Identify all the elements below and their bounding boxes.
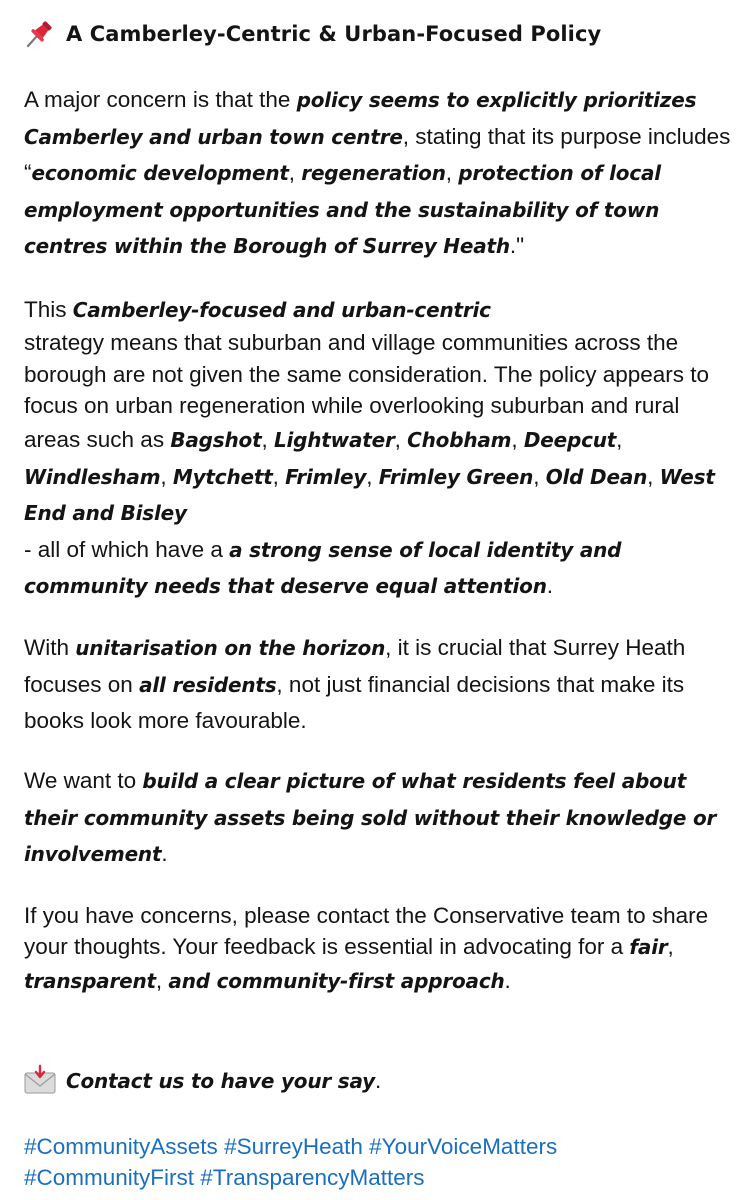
place-name: Frimley	[285, 464, 367, 489]
place-name: Mytchett	[172, 464, 273, 489]
place-name: Deepcut	[523, 428, 617, 453]
contact-text: .	[375, 1068, 382, 1093]
place-name: Windlesham	[24, 464, 161, 489]
hashtag-link[interactable]: #CommunityFirst	[24, 1165, 195, 1190]
p5-emphasis-2: transparent	[24, 969, 156, 993]
p5-text-3: ,	[155, 968, 169, 993]
pushpin-icon	[24, 19, 54, 49]
p1-text-5: ."	[509, 233, 525, 258]
p5-text-1: If you have concerns, please contact the Conservative team to share your thoughts. Your feedback is essential in advocating for a	[24, 903, 709, 959]
place-separator: ,	[366, 463, 379, 489]
p1-emphasis-4: protection of local employment opportunities and the sustainability of town centres within the Borough of Surrey Heath	[24, 161, 661, 258]
p3-emphasis-1: unitarisation on the horizon	[75, 636, 386, 660]
hashtag-link[interactable]: #SurreyHeath	[224, 1134, 363, 1159]
p2-text-4: .	[546, 573, 554, 599]
p1-text-1: A major concern is that the	[24, 87, 297, 112]
p3-text-1: With	[24, 635, 76, 660]
place-separator: ,	[394, 427, 408, 453]
p5-emphasis-1: fair	[629, 935, 668, 959]
p3-emphasis-2: all residents	[139, 672, 277, 697]
place-separator: ,	[533, 463, 546, 489]
p2-emphasis-1: Camberley-focused and urban-centric	[72, 298, 491, 322]
place-separator: ,	[616, 427, 623, 453]
p2-text-1: This	[24, 297, 73, 322]
p1-text-3: ,	[288, 160, 302, 185]
p4-emphasis-1: build a clear picture of what residents feel about their community assets being sold without their knowledge or involvement	[24, 769, 717, 866]
place-name: Bagshot	[170, 428, 262, 453]
paragraph-unitarisation	[24, 630, 736, 740]
heading-text: A Camberley-Centric & Urban-Focused Policy	[66, 22, 602, 46]
p1-text-2: , stating that its purpose includes “	[24, 123, 731, 185]
place-separator: ,	[511, 427, 524, 453]
p2-emphasis-2: a strong sense of local identity and community needs that deserve equal attention	[24, 537, 622, 599]
place-name: Lightwater	[273, 428, 395, 453]
p4-text-1: We want to	[24, 768, 143, 793]
p1-text-4: ,	[445, 160, 459, 185]
p4-text-2: .	[161, 841, 168, 866]
contact-line	[24, 1063, 736, 1099]
hashtag-link[interactable]: #CommunityAssets	[24, 1134, 218, 1159]
paragraph-goal	[24, 763, 736, 873]
place-name: Chobham	[407, 428, 512, 453]
hashtag-link[interactable]: #TransparencyMatters	[200, 1165, 425, 1190]
paragraph-strategy	[24, 293, 736, 605]
place-separator: ,	[160, 463, 173, 489]
paragraph-concern	[24, 82, 736, 265]
place-separator: ,	[261, 427, 274, 453]
contact-emphasis: Contact us to have your say	[66, 1069, 376, 1093]
place-name: West End and Bisley	[24, 464, 715, 526]
p3-text-3: , not just financial decisions that make its books look more favourable.	[24, 671, 685, 733]
post-heading	[24, 16, 601, 52]
place-separator: ,	[647, 463, 660, 489]
p2-text-2: strategy means that suburban and village communities across the borough are not given the same consideration. The policy appears to focus on urban regeneration while overlooking suburban and rural areas such as	[24, 330, 710, 453]
place-name: Old Dean	[545, 464, 648, 489]
p1-emphasis-3: regeneration	[301, 161, 446, 185]
place-separator: ,	[272, 463, 286, 489]
p2-text-3: - all of which have a	[24, 536, 230, 562]
p5-text-4: .	[504, 968, 511, 993]
p5-text-2: ,	[667, 934, 674, 959]
envelope-icon	[24, 1064, 56, 1094]
paragraph-feedback	[24, 900, 736, 1000]
p3-text-2: , it is crucial that Surrey Heath focuses on	[24, 635, 686, 697]
p1-emphasis-1: policy seems to explicitly prioritizes Camberley and urban town centre	[24, 88, 697, 149]
hashtag-link[interactable]: #YourVoiceMatters	[369, 1134, 558, 1159]
place-name: Frimley Green	[378, 464, 534, 489]
hashtag-list	[24, 1131, 736, 1193]
p5-emphasis-3: and community-first approach	[168, 969, 505, 993]
p1-emphasis-2: economic development	[31, 161, 289, 185]
